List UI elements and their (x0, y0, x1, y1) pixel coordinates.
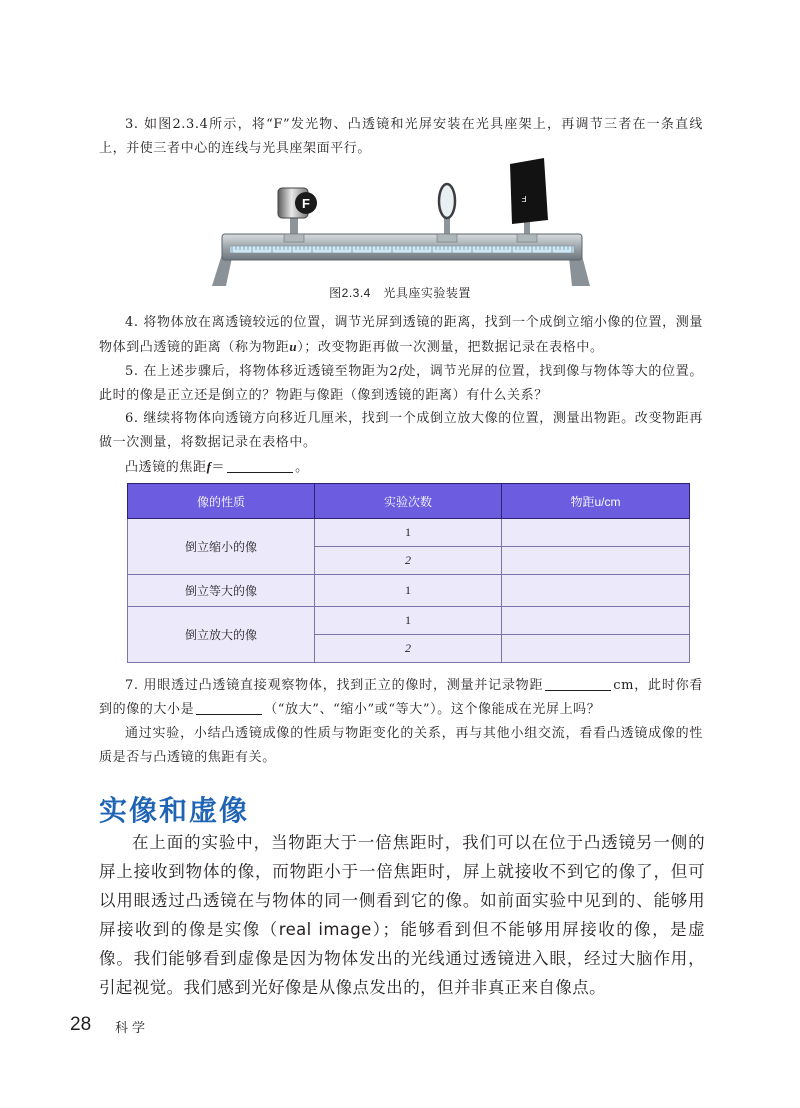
focal-eq: ＝ (211, 460, 226, 475)
step-7 (99, 674, 703, 722)
step-3: 3. 如图2.3.4所示，将“F”发光物、凸透镜和光屏安装在光具座架上，再调节三者在一条直线上，并使三者中心的连线与光具座架面平行。 (99, 117, 703, 156)
header-image-nature: 像的性质 (128, 484, 315, 519)
focal-var: f (206, 459, 212, 474)
distance-input-cell[interactable] (502, 547, 690, 575)
distance-input-cell[interactable] (502, 519, 690, 547)
section-title: 实像和虚像 (99, 794, 250, 827)
focal-length-line (99, 455, 703, 480)
page-number: 28 (70, 1014, 92, 1035)
step-7-text-end: （“放大”、“缩小”或“等大”）。这个像能成在光屏上吗？ (264, 702, 601, 717)
summary-paragraph: 通过实验，小结凸透镜成像的性质与物距变化的关系，再与其他小组交流，看看凸透镜成像的性质是否与凸透镜的焦距有关。 (99, 726, 703, 765)
header-object-distance: 物距u/cm (502, 484, 690, 519)
distance-input-cell[interactable] (502, 606, 690, 634)
step-5-text-end: 处，调节光屏的位置，找到像与物体等大的位置。此时的像是正立还是倒立的？物距与像距（像到透镜的距离）有什么关系？ (99, 364, 703, 403)
header-trial-count: 实验次数 (315, 484, 502, 519)
screen-image-letter: F (521, 194, 527, 203)
light-screen (510, 158, 548, 242)
table-header-row (128, 484, 690, 519)
step-5 (99, 359, 703, 408)
focal-length-blank[interactable] (227, 460, 293, 473)
step-4-text: 4. 将物体放在离透镜较远的位置，调节光屏到透镜的距离，找到一个成倒立缩小像的位置，测量物体到凸透镜的距离（称为物距 (99, 315, 703, 355)
step-7-text-mid: ，此时你看到的像的大小是 (99, 678, 703, 717)
data-table-container (127, 483, 689, 663)
table-row (128, 575, 690, 606)
table-row (128, 606, 690, 634)
table-row (128, 519, 690, 547)
step-4-var: u (289, 339, 298, 354)
bench-scale (230, 246, 574, 253)
trial-cell: 1 (315, 575, 502, 606)
distance-input-cell[interactable] (502, 634, 690, 662)
trial-cell: 2 (315, 547, 502, 575)
convex-lens (437, 184, 457, 242)
step-7-unit: cm (613, 678, 635, 693)
nature-cell: 倒立放大的像 (128, 606, 315, 662)
step-6: 6. 继续将物体向透镜方向移近几厘米，找到一个成倒立放大像的位置，测量出物距。改变物距再做一次测量，将数据记录在表格中。 (99, 411, 703, 450)
optical-bench-figure (208, 158, 596, 288)
step-5-var: f (398, 363, 403, 378)
figure-caption: 图2.3.4 光具座实验装置 (329, 286, 471, 300)
results-table (127, 483, 690, 663)
light-source-letter: F (302, 196, 310, 211)
nature-cell: 倒立缩小的像 (128, 519, 315, 575)
body-paragraph: 在上面的实验中，当物距大于一倍焦距时，我们可以在位于凸透镜另一侧的屏上接收到物体的像，而物距小于一倍焦距时，屏上就接收不到它的像了，但可以用眼透过凸透镜在与物体的同一侧看到它的像。如前面实验中见到的、能够用屏接收到的像是实像（real image）；能够看到但不能够用屏接收的像，是虚像。我们能够看到虚像是因为物体发出的光线通过透镜进入眼，经过大脑作用，引起视觉。我们感到光好像是从像点发出的，但并非真正来自像点。 (99, 833, 705, 997)
step-4-text-end: ）；改变物距再做一次测量，把数据记录在表格中。 (297, 340, 604, 355)
focal-end: 。 (295, 460, 309, 475)
trial-cell: 1 (315, 519, 502, 547)
focal-length-label: 凸透镜的焦距 (125, 460, 207, 475)
step-7-text: 7. 用眼透过凸透镜直接观察物体，找到正立的像时，测量并记录物距 (125, 678, 544, 693)
nature-cell: 倒立等大的像 (128, 575, 315, 606)
distance-input-cell[interactable] (502, 575, 690, 606)
page-subject: 科学 (115, 1021, 150, 1036)
step-4 (99, 311, 703, 360)
object-distance-blank[interactable] (545, 678, 611, 691)
trial-cell: 1 (315, 606, 502, 634)
image-size-blank[interactable] (196, 702, 262, 715)
step-5-text: 5. 在上述步骤后，将物体移近透镜至物距为2 (125, 364, 399, 379)
trial-cell: 2 (315, 634, 502, 662)
